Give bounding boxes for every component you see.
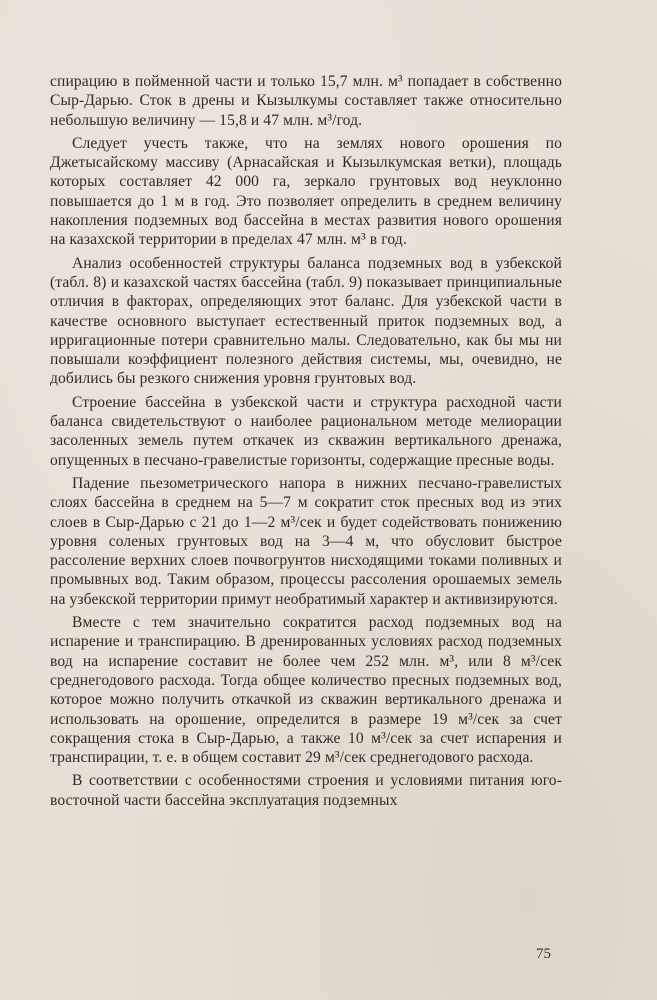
paragraph-6: Вместе с тем значительно сократится расход подземных вод на испарение и транспирацию. В дренированных условиях расход подземных вод на испарение составит не более чем 252 млн. м³, или 8 м³/сек среднегодового расхода. Тогда общее количество пресных подземных вод, которое можно получить откачкой из скважин вертикального дренажа и использовать на орошение, определится в размере 19 м³/сек за счет сокращения стока в Сыр-Дарью, а также 10 м³/сек за счет испарения и транспирации, т. е. в общем составит 29 м³/сек среднегодового расхода. — [50, 614, 562, 767]
paragraph-5: Падение пьезометрического напора в нижних песчано-гравелистых слоях бассейна в среднем на 5—7 м сократит сток пресных вод из этих слоев в Сыр-Дарью с 21 до 1—2 м³/сек и будет содействовать понижению уровня соленых грунтовых вод на 3—4 м, что обусловит быстрое рассоление верхних слоев почвогрунтов нисходящими токами поливных и промывных вод. Таким образом, процессы рассоления орошаемых земель на узбекской территории примут необратимый характер и активизируются. — [50, 474, 562, 608]
paragraph-7: В соответствии с особенностями строения и условиями питания юго-восточной части бассейна эксплуатация подземных — [50, 772, 562, 809]
page-number: 75 — [536, 946, 551, 962]
paragraph-4: Строение бассейна в узбекской части и структура расходной части баланса свидетельствуют о наиболее рациональном методе мелиорации засоленных земель путем откачек из скважин вертикального дренажа, опущенных в песчано-гравелистые горизонты, содержащие пресные воды. — [50, 393, 562, 469]
body-text — [50, 72, 562, 810]
paragraph-1: спирацию в пойменной части и только 15,7 млн. м³ попадает в собственно Сыр-Дарью. Сток в дрены и Кызылкумы составляет также относительно небольшую величину — 15,8 и 47 млн. м³/год. — [50, 73, 562, 129]
paragraph-3: Анализ особенностей структуры баланса подземных вод в узбекской (табл. 8) и казахской частях бассейна (табл. 9) показывает принципиальные отличия в факторах, определяющих этот баланс. Для узбекской части в качестве основного выступает естественный приток подземных вод, а ирригационные потери сравнительно малы. Следовательно, как бы мы ни повышали коэффициент полезного действия системы, мы, очевидно, не добились бы резкого снижения уровня грунтовых вод. — [50, 254, 562, 388]
paragraph-2: Следует учесть также, что на землях нового орошения по Джетысайскому массиву (Арнасайская и Кызылкумская ветки), площадь которых составляет 42 000 га, зеркало грунтовых вод неуклонно повышается до 1 м в год. Это позволяет определить в среднем величину накопления подземных вод бассейна в местах развития нового орошения на казахской территории в пределах 47 млн. м³ в год. — [50, 134, 562, 249]
